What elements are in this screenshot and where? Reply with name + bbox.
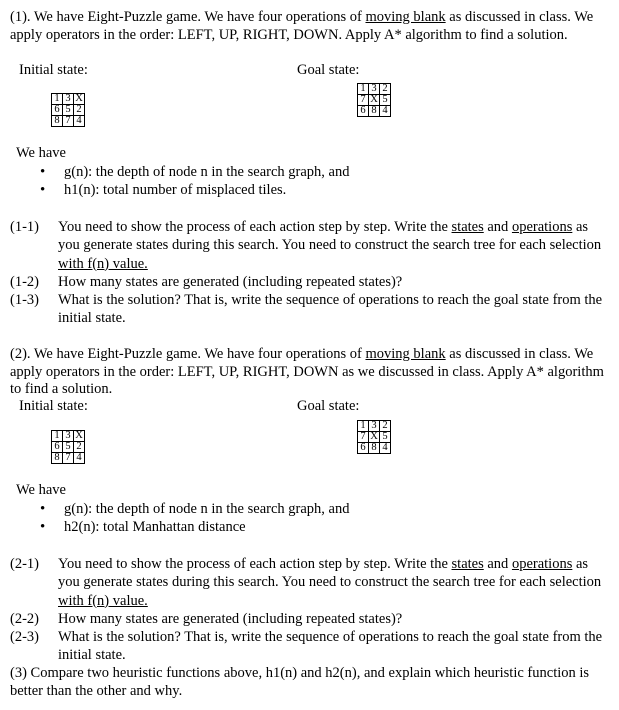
we-have-label: We have (16, 482, 66, 498)
list-item: • h1(n): total number of misplaced tiles. (40, 181, 349, 199)
goal-state-grid (357, 83, 391, 117)
grid-cell: 1 (52, 431, 63, 442)
grid-cell: 8 (52, 453, 63, 464)
moving-blank-link: moving blank (365, 346, 446, 362)
grid-cell: 1 (358, 421, 369, 432)
grid-cell: X (75, 93, 83, 104)
grid-cell: 7 (358, 95, 369, 106)
goal-state-label: Goal state: (297, 62, 360, 78)
grid-cell: 7 (358, 432, 369, 443)
definitions-list (40, 500, 349, 536)
grid-cell: 3 (369, 421, 380, 432)
grid-cell: 8 (369, 106, 380, 117)
grid-cell: 7 (63, 453, 74, 464)
part3-question: (3) Compare two heuristic functions above, h1(n) and h2(n), and explain which heuristic function is better than the other and why. (10, 665, 590, 699)
grid-cell: 8 (369, 443, 380, 454)
question-1-1: (1-1) You need to show the process of each action step by step. Write the states and operations as you generate states during this search. You need to construct the search tree for each selection with f(n) value. (10, 219, 602, 272)
we-have-label: We have (16, 145, 66, 161)
initial-state-label: Initial state: (19, 62, 88, 78)
part1-intro: (1). We have Eight-Puzzle game. We have four operations of moving blank as discussed in class. We apply operators in the order: LEFT, UP, RIGHT, DOWN. Apply A* algorithm to find a solution. (10, 9, 594, 43)
question-number: (1-2) (10, 274, 39, 290)
grid-cell: 7 (63, 116, 74, 127)
grid-cell: 5 (63, 442, 74, 453)
list-item: • g(n): the depth of node n in the search graph, and (40, 163, 349, 181)
grid-cell: 4 (380, 106, 391, 117)
question-number: (1-1) (10, 219, 39, 235)
initial-state-grid (51, 430, 85, 464)
grid-cell: 2 (380, 421, 391, 432)
goal-state-label: Goal state: (297, 398, 360, 414)
grid-cell: 6 (358, 443, 369, 454)
part2-intro: (2). We have Eight-Puzzle game. We have four operations of moving blank as discussed in class. We apply operators in the order: LEFT, UP, RIGHT, DOWN as we discussed in class. Apply A* algorithm to find a solution. (10, 346, 604, 397)
list-item: • h2(n): total Manhattan distance (40, 518, 349, 536)
question-1-3: (1-3) What is the solution? That is, write the sequence of operations to reach the goal state from the initial state. (10, 292, 603, 327)
question-1-2: (1-2) How many states are generated (including repeated states)? (10, 274, 403, 290)
question-2-3: (2-3) What is the solution? That is, write the sequence of operations to reach the goal state from the initial state. (10, 629, 603, 664)
initial-state-label: Initial state: (19, 398, 88, 414)
grid-cell: 8 (52, 116, 63, 127)
grid-cell: 1 (52, 94, 63, 105)
list-item: • g(n): the depth of node n in the search graph, and (40, 500, 349, 518)
grid-cell: 1 (358, 84, 369, 95)
grid-cell: 4 (74, 453, 85, 464)
grid-cell: 3 (369, 84, 380, 95)
initial-state-grid (51, 93, 85, 127)
question-2-1: (2-1) You need to show the process of each action step by step. Write the states and operations as you generate states during this search. You need to construct the search tree for each selection with f(n) value. (10, 556, 602, 609)
grid-cell: 6 (358, 106, 369, 117)
question-number: (2-1) (10, 556, 39, 572)
moving-blank-link: moving blank (365, 9, 446, 25)
grid-cell: X (370, 94, 378, 105)
grid-cell: X (75, 430, 83, 441)
goal-state-grid (357, 420, 391, 454)
question-number: (2-3) (10, 629, 39, 645)
grid-cell: 6 (52, 105, 63, 116)
grid-cell: 6 (52, 442, 63, 453)
grid-cell: 2 (74, 442, 85, 453)
grid-cell: 3 (63, 431, 74, 442)
grid-cell: 3 (63, 94, 74, 105)
question-2-2: (2-2) How many states are generated (including repeated states)? (10, 611, 403, 627)
grid-cell: 2 (380, 84, 391, 95)
question-number: (1-3) (10, 292, 39, 308)
grid-cell: 5 (63, 105, 74, 116)
grid-cell: 5 (380, 432, 391, 443)
definitions-list (40, 163, 349, 199)
grid-cell: 4 (74, 116, 85, 127)
grid-cell: 2 (74, 105, 85, 116)
grid-cell: 5 (380, 95, 391, 106)
grid-cell: X (370, 431, 378, 442)
grid-cell: 4 (380, 443, 391, 454)
question-number: (2-2) (10, 611, 39, 627)
